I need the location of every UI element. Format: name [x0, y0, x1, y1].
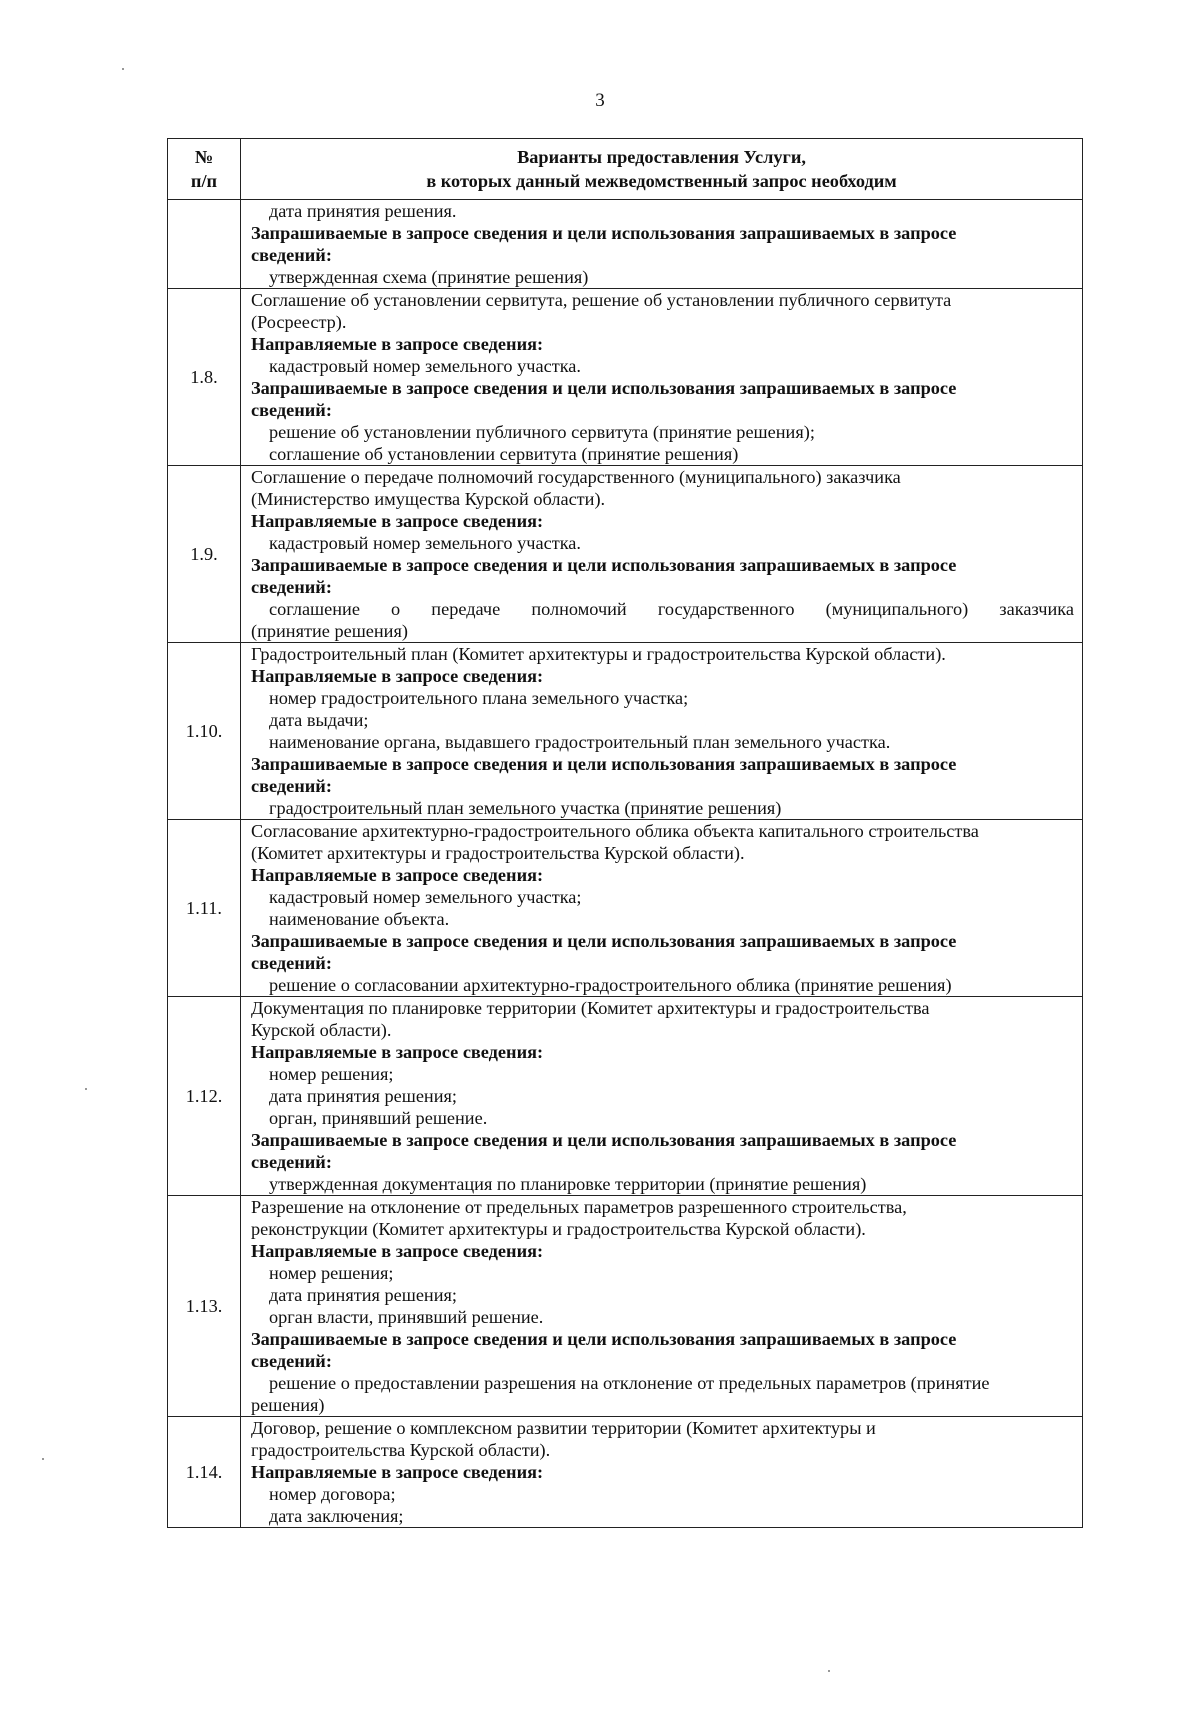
text-line: решения) [251, 1395, 325, 1415]
text-line: Договор, решение о комплексном развитии территории (Комитет архитектуры и [251, 1418, 876, 1438]
text-line: градостроительства Курской области). [251, 1440, 551, 1460]
text-line: орган, принявший решение. [269, 1108, 488, 1128]
text-line: наименование объекта. [269, 909, 450, 929]
text-line: номер решения; [269, 1263, 394, 1283]
table-header-row [168, 139, 1083, 200]
table-row [168, 289, 1083, 466]
text-line: решение об установлении публичного сервитута (принятие решения); [269, 422, 815, 442]
text-line: решение о предоставлении разрешения на отклонение от предельных параметров (принятие [269, 1373, 990, 1393]
table-row [168, 466, 1083, 643]
row-number-cell [168, 200, 241, 289]
bold-heading-line: сведений: [251, 400, 332, 420]
bold-heading-line: Запрашиваемые в запросе сведения и цели использования запрашиваемых в запросе [251, 223, 957, 243]
row-content-cell [241, 466, 1083, 643]
bold-heading-line: Направляемые в запросе сведения: [251, 1241, 544, 1261]
table-row [168, 997, 1083, 1196]
text-line: дата заключения; [269, 1506, 404, 1526]
bold-heading-line: Запрашиваемые в запросе сведения и цели использования запрашиваемых в запросе [251, 555, 957, 575]
table-row-continuation [168, 200, 1083, 289]
row-content-cell [241, 1417, 1083, 1528]
bold-heading-line: Направляемые в запросе сведения: [251, 865, 544, 885]
bold-heading-line: Запрашиваемые в запросе сведения и цели использования запрашиваемых в запросе [251, 931, 957, 951]
row-content-cell [241, 997, 1083, 1196]
table-row [168, 643, 1083, 820]
num-column-header [168, 139, 241, 200]
row-number-cell: 1.14. [168, 1417, 241, 1528]
text-line: утвержденная схема (принятие решения) [269, 267, 589, 287]
text-line: Курской области). [251, 1020, 392, 1040]
bold-heading-line: Направляемые в запросе сведения: [251, 334, 544, 354]
row-content-cell [241, 1196, 1083, 1417]
text-line: Соглашение об установлении сервитута, решение об установлении публичного сервитута [251, 290, 952, 310]
text-line: кадастровый номер земельного участка. [269, 533, 581, 553]
bold-heading-line: сведений: [251, 577, 332, 597]
table-row [168, 820, 1083, 997]
text-line: соглашение о передаче полномочий государственного (муниципального) заказчика [269, 599, 1074, 619]
page-number: 3 [595, 90, 605, 111]
text-line: номер договора; [269, 1484, 396, 1504]
text-line: номер градостроительного плана земельного участка; [269, 688, 689, 708]
text-line: реконструкции (Комитет архитектуры и градостроительства Курской области). [251, 1219, 866, 1239]
text-line: (Комитет архитектуры и градостроительства Курской области). [251, 843, 745, 863]
text-line: соглашение об установлении сервитута (принятие решения) [269, 444, 739, 464]
bold-heading-line: сведений: [251, 1351, 332, 1371]
text-line: кадастровый номер земельного участка. [269, 356, 581, 376]
text-line: номер решения; [269, 1064, 394, 1084]
text-line: Соглашение о передаче полномочий государственного (муниципального) заказчика [251, 467, 901, 487]
row-content-cell [241, 820, 1083, 997]
bold-heading-line: Направляемые в запросе сведения: [251, 666, 544, 686]
variants-column-header [241, 139, 1083, 200]
text-line: наименование органа, выдавшего градостроительный план земельного участка. [269, 732, 891, 752]
table-row [168, 1417, 1083, 1528]
text-line: Документация по планировке территории (Комитет архитектуры и градостроительства [251, 998, 930, 1018]
row-number-cell: 1.8. [168, 289, 241, 466]
row-content-cell [241, 643, 1083, 820]
text-line: дата принятия решения; [269, 1086, 457, 1106]
variants-header-line: Варианты предоставления Услуги, [517, 147, 806, 167]
text-line: дата принятия решения; [269, 1285, 457, 1305]
bold-heading-line: Запрашиваемые в запросе сведения и цели использования запрашиваемых в запросе [251, 754, 957, 774]
bold-heading-line: сведений: [251, 953, 332, 973]
text-line: решение о согласовании архитектурно-градостроительного облика (принятие решения) [269, 975, 952, 995]
text-line: (Росреестр). [251, 312, 347, 332]
text-line: (Министерство имущества Курской области). [251, 489, 606, 509]
row-number-cell: 1.9. [168, 466, 241, 643]
variants-header-line: в которых данный межведомственный запрос необходим [426, 171, 897, 191]
text-line: градостроительный план земельного участка (принятие решения) [269, 798, 782, 818]
row-content-cell [241, 200, 1083, 289]
text-line: утвержденная документация по планировке территории (принятие решения) [269, 1174, 867, 1194]
text-line: Градостроительный план (Комитет архитектуры и градостроительства Курской области). [251, 644, 946, 664]
bold-heading-line: сведений: [251, 776, 332, 796]
row-content-cell [241, 289, 1083, 466]
row-number-cell: 1.12. [168, 997, 241, 1196]
text-line: кадастровый номер земельного участка; [269, 887, 582, 907]
text-line: орган власти, принявший решение. [269, 1307, 544, 1327]
bold-heading-line: Запрашиваемые в запросе сведения и цели использования запрашиваемых в запросе [251, 1329, 957, 1349]
scan-speck [85, 1088, 87, 1090]
bold-heading-line: сведений: [251, 245, 332, 265]
text-line: Разрешение на отклонение от предельных параметров разрешенного строительства, [251, 1197, 907, 1217]
bold-heading-line: Направляемые в запросе сведения: [251, 511, 544, 531]
table-body [168, 200, 1083, 1528]
num-header-line: п/п [190, 171, 218, 191]
num-header-line: № [194, 147, 214, 167]
bold-heading-line: Направляемые в запросе сведения: [251, 1462, 544, 1482]
text-line: дата выдачи; [269, 710, 369, 730]
row-number-cell: 1.10. [168, 643, 241, 820]
scan-speck [828, 1670, 830, 1672]
text-line: (принятие решения) [251, 621, 408, 641]
bold-heading-line: Запрашиваемые в запросе сведения и цели использования запрашиваемых в запросе [251, 1130, 957, 1150]
requests-table [167, 138, 1083, 1528]
table-row [168, 1196, 1083, 1417]
text-line: дата принятия решения. [269, 201, 457, 221]
row-number-cell: 1.13. [168, 1196, 241, 1417]
bold-heading-line: Запрашиваемые в запросе сведения и цели использования запрашиваемых в запросе [251, 378, 957, 398]
text-line: Согласование архитектурно-градостроительного облика объекта капитального строительства [251, 821, 979, 841]
row-number-cell: 1.11. [168, 820, 241, 997]
bold-heading-line: Направляемые в запросе сведения: [251, 1042, 544, 1062]
scan-speck [42, 1458, 44, 1460]
bold-heading-line: сведений: [251, 1152, 332, 1172]
scan-speck [122, 68, 124, 70]
